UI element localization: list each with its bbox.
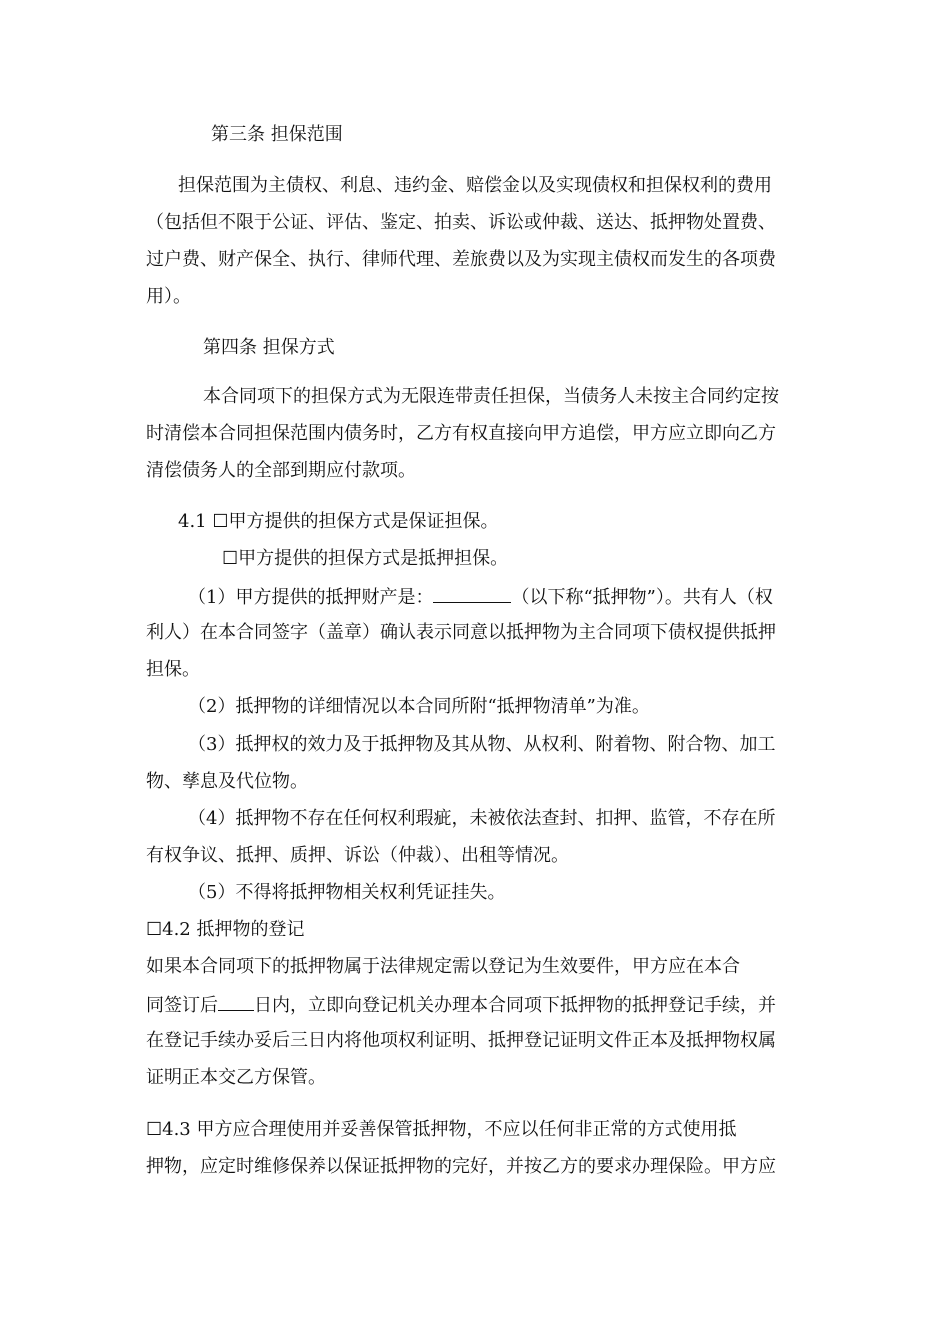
clause-4-2-line-2 <box>146 992 811 1018</box>
clause-4-2-line-1: 如果本合同项下的抵押物属于法律规定需以登记为生效要件，甲方应在本合 <box>146 956 740 977</box>
clause-4-1-item-4-line-1: （4）抵押物不存在任何权利瑕疵，未被依法查封、扣押、监管，不存在所 <box>188 808 776 829</box>
article-3-line-1: 担保范围为主债权、利息、违约金、赔偿金以及实现债权和担保权利的费用 <box>178 175 772 196</box>
item-1-suffix: （以下称“抵押物”）。共有人（权 <box>511 587 773 608</box>
clause-4-1-item-5: （5）不得将抵押物相关权利凭证挂失。 <box>188 882 506 903</box>
clause-4-3-line-1: ☐4.3 甲方应合理使用并妥善保管抵押物，不应以任何非正常的方式使用抵 <box>146 1119 737 1140</box>
article-3-heading: 第三条 担保范围 <box>211 124 343 145</box>
article-3-line-3: 过户费、财产保全、执行、律师代理、差旅费以及为实现主债权而发生的各项费 <box>146 249 776 270</box>
article-4-line-1: 本合同项下的担保方式为无限连带责任担保，当债务人未按主合同约定按 <box>203 386 779 407</box>
clause-4-3-line-2: 押物，应定时维修保养以保证抵押物的完好，并按乙方的要求办理保险。甲方应 <box>146 1156 776 1177</box>
clause-4-1-item-4-line-2: 有权争议、抵押、质押、诉讼（仲裁）、出租等情况。 <box>146 845 569 866</box>
article-4-heading: 第四条 担保方式 <box>203 337 335 358</box>
clause-4-2-heading: ☐4.2 抵押物的登记 <box>146 919 305 940</box>
clause-4-1-item-1-line-1 <box>188 584 853 610</box>
article-4-line-2: 时清偿本合同担保范围内债务时，乙方有权直接向甲方追偿，甲方应立即向乙方 <box>146 423 776 444</box>
clause-4-1-item-3-line-2: 物、孳息及代位物。 <box>146 771 308 792</box>
clause-4-1-item-1-line-2: 利人）在本合同签字（盖章）确认表示同意以抵押物为主合同项下债权提供抵押 <box>146 622 776 643</box>
clause-4-1-item-1-line-3: 担保。 <box>146 659 200 680</box>
item-1-prefix: （1）甲方提供的抵押财产是： <box>188 587 434 608</box>
clause-4-1-option-mortgage: ☐甲方提供的担保方式是抵押担保。 <box>222 548 509 569</box>
clause-4-1-option-guarantee: 4.1 ☐甲方提供的担保方式是保证担保。 <box>178 511 499 532</box>
clause-4-1-item-2: （2）抵押物的详细情况以本合同所附“抵押物清单”为准。 <box>188 696 650 717</box>
mortgage-property-blank <box>433 584 511 603</box>
clause-4-2-line-2-prefix: 同签订后 <box>146 995 218 1016</box>
clause-4-1-item-3-line-1: （3）抵押权的效力及于抵押物及其从物、从权利、附着物、附合物、加工 <box>188 734 776 755</box>
article-4-line-3: 清偿债务人的全部到期应付款项。 <box>146 460 416 481</box>
clause-4-2-line-3: 在登记手续办妥后三日内将他项权利证明、抵押登记证明文件正本及抵押物权属 <box>146 1030 776 1051</box>
clause-4-2-line-2-suffix: 日内，立即向登记机关办理本合同项下抵押物的抵押登记手续，并 <box>254 995 776 1016</box>
article-3-line-2: （包括但不限于公证、评估、鉴定、拍卖、诉讼或仲裁、送达、抵押物处置费、 <box>146 212 776 233</box>
days-blank <box>218 992 254 1011</box>
article-3-line-4: 用）。 <box>146 286 191 307</box>
clause-4-2-line-4: 证明正本交乙方保管。 <box>146 1067 326 1088</box>
